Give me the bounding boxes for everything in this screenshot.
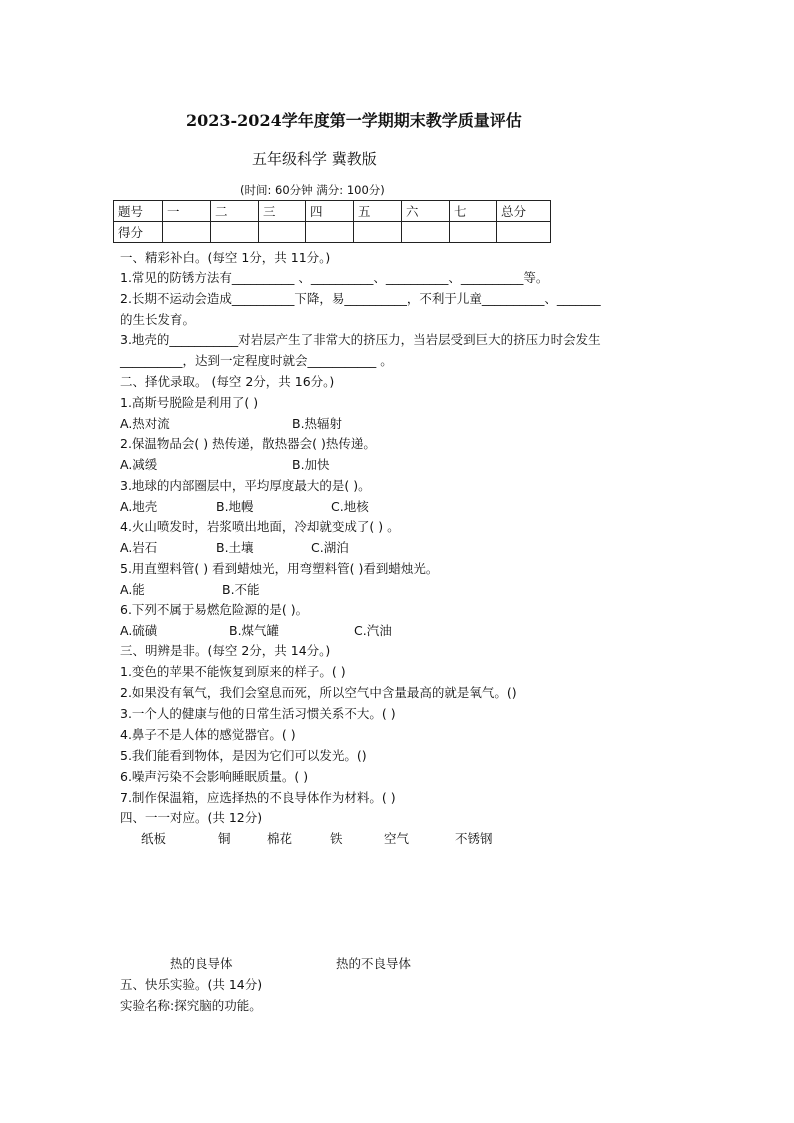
table-cell: 五: [354, 201, 402, 222]
score-table: [113, 200, 551, 243]
table-cell: 六: [402, 201, 450, 222]
s3-q3: 3.一个人的健康与他的日常生活习惯关系不大。( ): [120, 706, 396, 721]
s2-q1: 1.高斯号脱险是利用了( ): [120, 395, 259, 410]
section2-heading: 二、择优录取。 (每空 2分，共 16分。): [120, 374, 335, 389]
section3-heading: 三、明辨是非。(每空 2分，共 14分。): [120, 643, 331, 658]
match-item: 空气: [384, 831, 410, 846]
s1-q1: 1.常见的防锈方法有__________ 、__________、__________、__________等。: [120, 270, 549, 285]
match-item: 不锈钢: [455, 831, 493, 846]
match-item: 纸板: [141, 831, 167, 846]
s2-q6-option-a: A.硫磺: [120, 623, 158, 638]
s1-q2a: 2.长期不运动会造成__________下降，易__________，不利于儿童__________、_______: [120, 291, 601, 306]
table-cell: 二: [211, 201, 259, 222]
exam-meta: (时间: 60分钟 满分: 100分): [240, 183, 385, 197]
s2-q4-option-a: A.岩石: [120, 540, 158, 555]
score-input-cell[interactable]: [354, 222, 402, 243]
s3-q7: 7.制作保温箱，应选择热的不良导体作为材料。( ): [120, 790, 396, 805]
table-cell: 三: [259, 201, 306, 222]
s2-q6-option-b: B.煤气罐: [229, 623, 280, 638]
s1-q3b: __________，达到一定程度时就会___________ 。: [120, 353, 393, 368]
s3-q4: 4.鼻子不是人体的感觉器官。( ): [120, 727, 296, 742]
s2-q5-option-a: A.能: [120, 582, 145, 597]
s3-q2: 2.如果没有氧气，我们会窒息而死，所以空气中含量最高的就是氧气。(): [120, 685, 517, 700]
s1-q3a: 3.地壳的___________对岩层产生了非常大的挤压力，当岩层受到巨大的挤压力时会发生: [120, 332, 601, 347]
s5-line1: 实验名称:探究脑的功能。: [120, 998, 262, 1013]
section1-heading: 一、精彩补白。(每空 1分，共 11分。): [120, 250, 331, 265]
s2-q1-option-a: A.热对流: [120, 416, 170, 431]
match-item: 棉花: [267, 831, 293, 846]
score-table-header-row: [114, 201, 551, 222]
s2-q6-option-c: C.汽油: [354, 623, 392, 638]
table-cell: 得分: [114, 222, 163, 243]
s2-q3-option-c: C.地核: [331, 499, 369, 514]
section5-heading: 五、快乐实验。(共 14分): [120, 977, 263, 992]
score-table-score-row: [114, 222, 551, 243]
s2-q5-option-b: B.不能: [222, 582, 260, 597]
s2-q6: 6.下列不属于易燃危险源的是( )。: [120, 602, 309, 617]
match-item: 铁: [330, 831, 343, 846]
exam-subtitle: 五年级科学 冀教版: [252, 150, 377, 168]
score-input-cell[interactable]: [450, 222, 497, 243]
s2-q4-option-c: C.湖泊: [311, 540, 349, 555]
s2-q3: 3.地球的内部圈层中，平均厚度最大的是( )。: [120, 478, 371, 493]
table-cell: 总分: [497, 201, 551, 222]
s3-q6: 6.噪声污染不会影响睡眠质量。( ): [120, 769, 309, 784]
table-cell: 四: [306, 201, 354, 222]
s2-q2-option-a: A.减缓: [120, 457, 158, 472]
score-input-cell[interactable]: [497, 222, 551, 243]
score-input-cell[interactable]: [259, 222, 306, 243]
score-input-cell[interactable]: [211, 222, 259, 243]
s2-q5: 5.用直塑料管( ) 看到蜡烛光，用弯塑料管( )看到蜡烛光。: [120, 561, 439, 576]
s3-q1: 1.变色的苹果不能恢复到原来的样子。( ): [120, 664, 346, 679]
s2-q3-option-a: A.地壳: [120, 499, 158, 514]
table-cell: 一: [163, 201, 211, 222]
match-target-good-conductor: 热的良导体: [170, 956, 233, 971]
table-cell: 七: [450, 201, 497, 222]
s2-q2: 2.保温物品会( ) 热传递，散热器会( )热传递。: [120, 436, 376, 451]
table-cell: 题号: [114, 201, 163, 222]
s2-q4: 4.火山喷发时，岩浆喷出地面，冷却就变成了( ) 。: [120, 519, 400, 534]
s1-q2b: 的生长发育。: [120, 312, 196, 327]
s2-q3-option-b: B.地幔: [216, 499, 254, 514]
score-input-cell[interactable]: [402, 222, 450, 243]
match-target-poor-conductor: 热的不良导体: [336, 956, 412, 971]
score-input-cell[interactable]: [163, 222, 211, 243]
match-item: 铜: [218, 831, 231, 846]
s2-q4-option-b: B.土壤: [216, 540, 254, 555]
section4-heading: 四、一一对应。(共 12分): [120, 810, 263, 825]
score-input-cell[interactable]: [306, 222, 354, 243]
s3-q5: 5.我们能看到物体，是因为它们可以发光。(): [120, 748, 367, 763]
exam-title: 2023-2024学年度第一学期期末教学质量评估: [186, 111, 522, 130]
s2-q2-option-b: B.加快: [292, 457, 330, 472]
s2-q1-option-b: B.热辐射: [292, 416, 343, 431]
